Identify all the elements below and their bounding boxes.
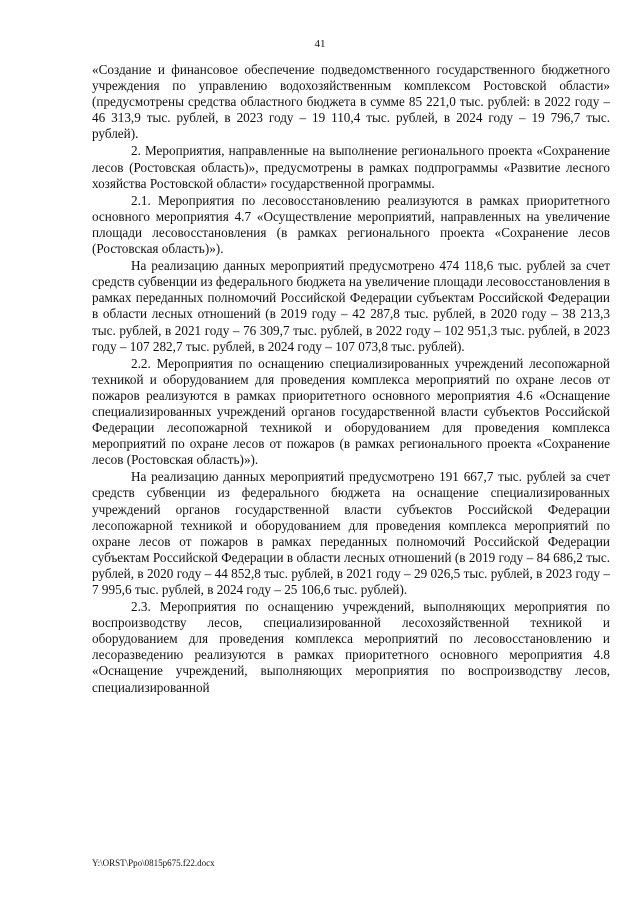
page-number: 41 bbox=[314, 38, 326, 50]
paragraph: На реализацию данных мероприятий предусмотрено 191 667,7 тыс. рублей за счет средств субвенции из федерального бюджета на оснащение специализированных учреждений органов государственной власти субъектов Российской Федерации лесопожарной техникой и оборудованием для проведения комплекса мероприятий по охране лесов от пожаров в рамках переданных полномочий Российской Федерации субъектам Российской Федерации в области лесных отношений (в 2019 году – 84 686,2 тыс. рублей, в 2020 году – 44 852,8 тыс. рублей, в 2021 году – 29 026,5 тыс. рублей, в 2023 году – 7 995,6 тыс. рублей, в 2024 году – 25 106,6 тыс. рублей). bbox=[92, 469, 610, 597]
paragraph: На реализацию данных мероприятий предусмотрено 474 118,6 тыс. рублей за счет средств субвенции из федерального бюджета на увеличение площади лесовосстановления в рамках переданных полномочий Российской Федерации субъектам Российской Федерации в области лесных отношений (в 2019 году – 42 287,8 тыс. рублей, в 2020 году – 38 213,3 тыс. рублей, в 2021 году – 76 309,7 тыс. рублей, в 2022 году – 102 951,3 тыс. рублей, в 2023 году – 107 282,7 тыс. рублей, в 2024 году – 107 073,8 тыс. рублей). bbox=[92, 258, 611, 354]
footer-file-path: Y:\ORST\Ppo\0815p675.f22.docx bbox=[92, 858, 215, 868]
paragraph: 2.3. Мероприятия по оснащению учреждений, выполняющих мероприятия по воспроизводству лесов, специализированной лесохозяйственной техникой и оборудованием для проведения комплекса мероприятий по лесовосстановлению и лесоразведению реализуются в рамках приоритетного основного мероприятия 4.8 «Оснащение учреждений, выполняющих мероприятия по воспроизводству лесов, специализированной bbox=[92, 599, 610, 695]
paragraph: 2. Мероприятия, направленные на выполнение регионального проекта «Сохранение лесов (Ростовская область)», предусмотрены в рамках подпрограммы «Развитие лесного хозяйства Ростовской области» государственной программы. bbox=[92, 143, 610, 191]
document-body bbox=[92, 62, 610, 697]
paragraph: 2.2. Мероприятия по оснащению специализированных учреждений лесопожарной техникой и оборудованием для проведения комплекса мероприятий по охране лесов от пожаров реализуются в рамках приоритетного основного мероприятия 4.6 «Оснащение специализированных учреждений органов государственной власти субъектов Российской Федерации лесопожарной техникой и оборудованием для проведения комплекса мероприятий по охране лесов от пожаров (в рамках регионального проекта «Сохранение лесов (Ростовская область)»). bbox=[92, 355, 610, 468]
paragraph: «Создание и финансовое обеспечение подведомственного государственного бюджетного учреждения по управлению водохозяйственным комплексом Ростовской области» (предусмотрены средства областного бюджета в сумме 85 221,0 тыс. рублей: в 2022 году – 46 313,9 тыс. рублей, в 2023 году – 19 110,4 тыс. рублей, в 2024 году – 19 796,7 тыс. рублей). bbox=[92, 62, 610, 142]
paragraph: 2.1. Мероприятия по лесовосстановлению реализуются в рамках приоритетного основного мероприятия 4.7 «Осуществление мероприятий, направленных на увеличение площади лесовосстановления (в рамках регионального проекта «Сохранение лесов (Ростовская область)»). bbox=[92, 192, 610, 257]
